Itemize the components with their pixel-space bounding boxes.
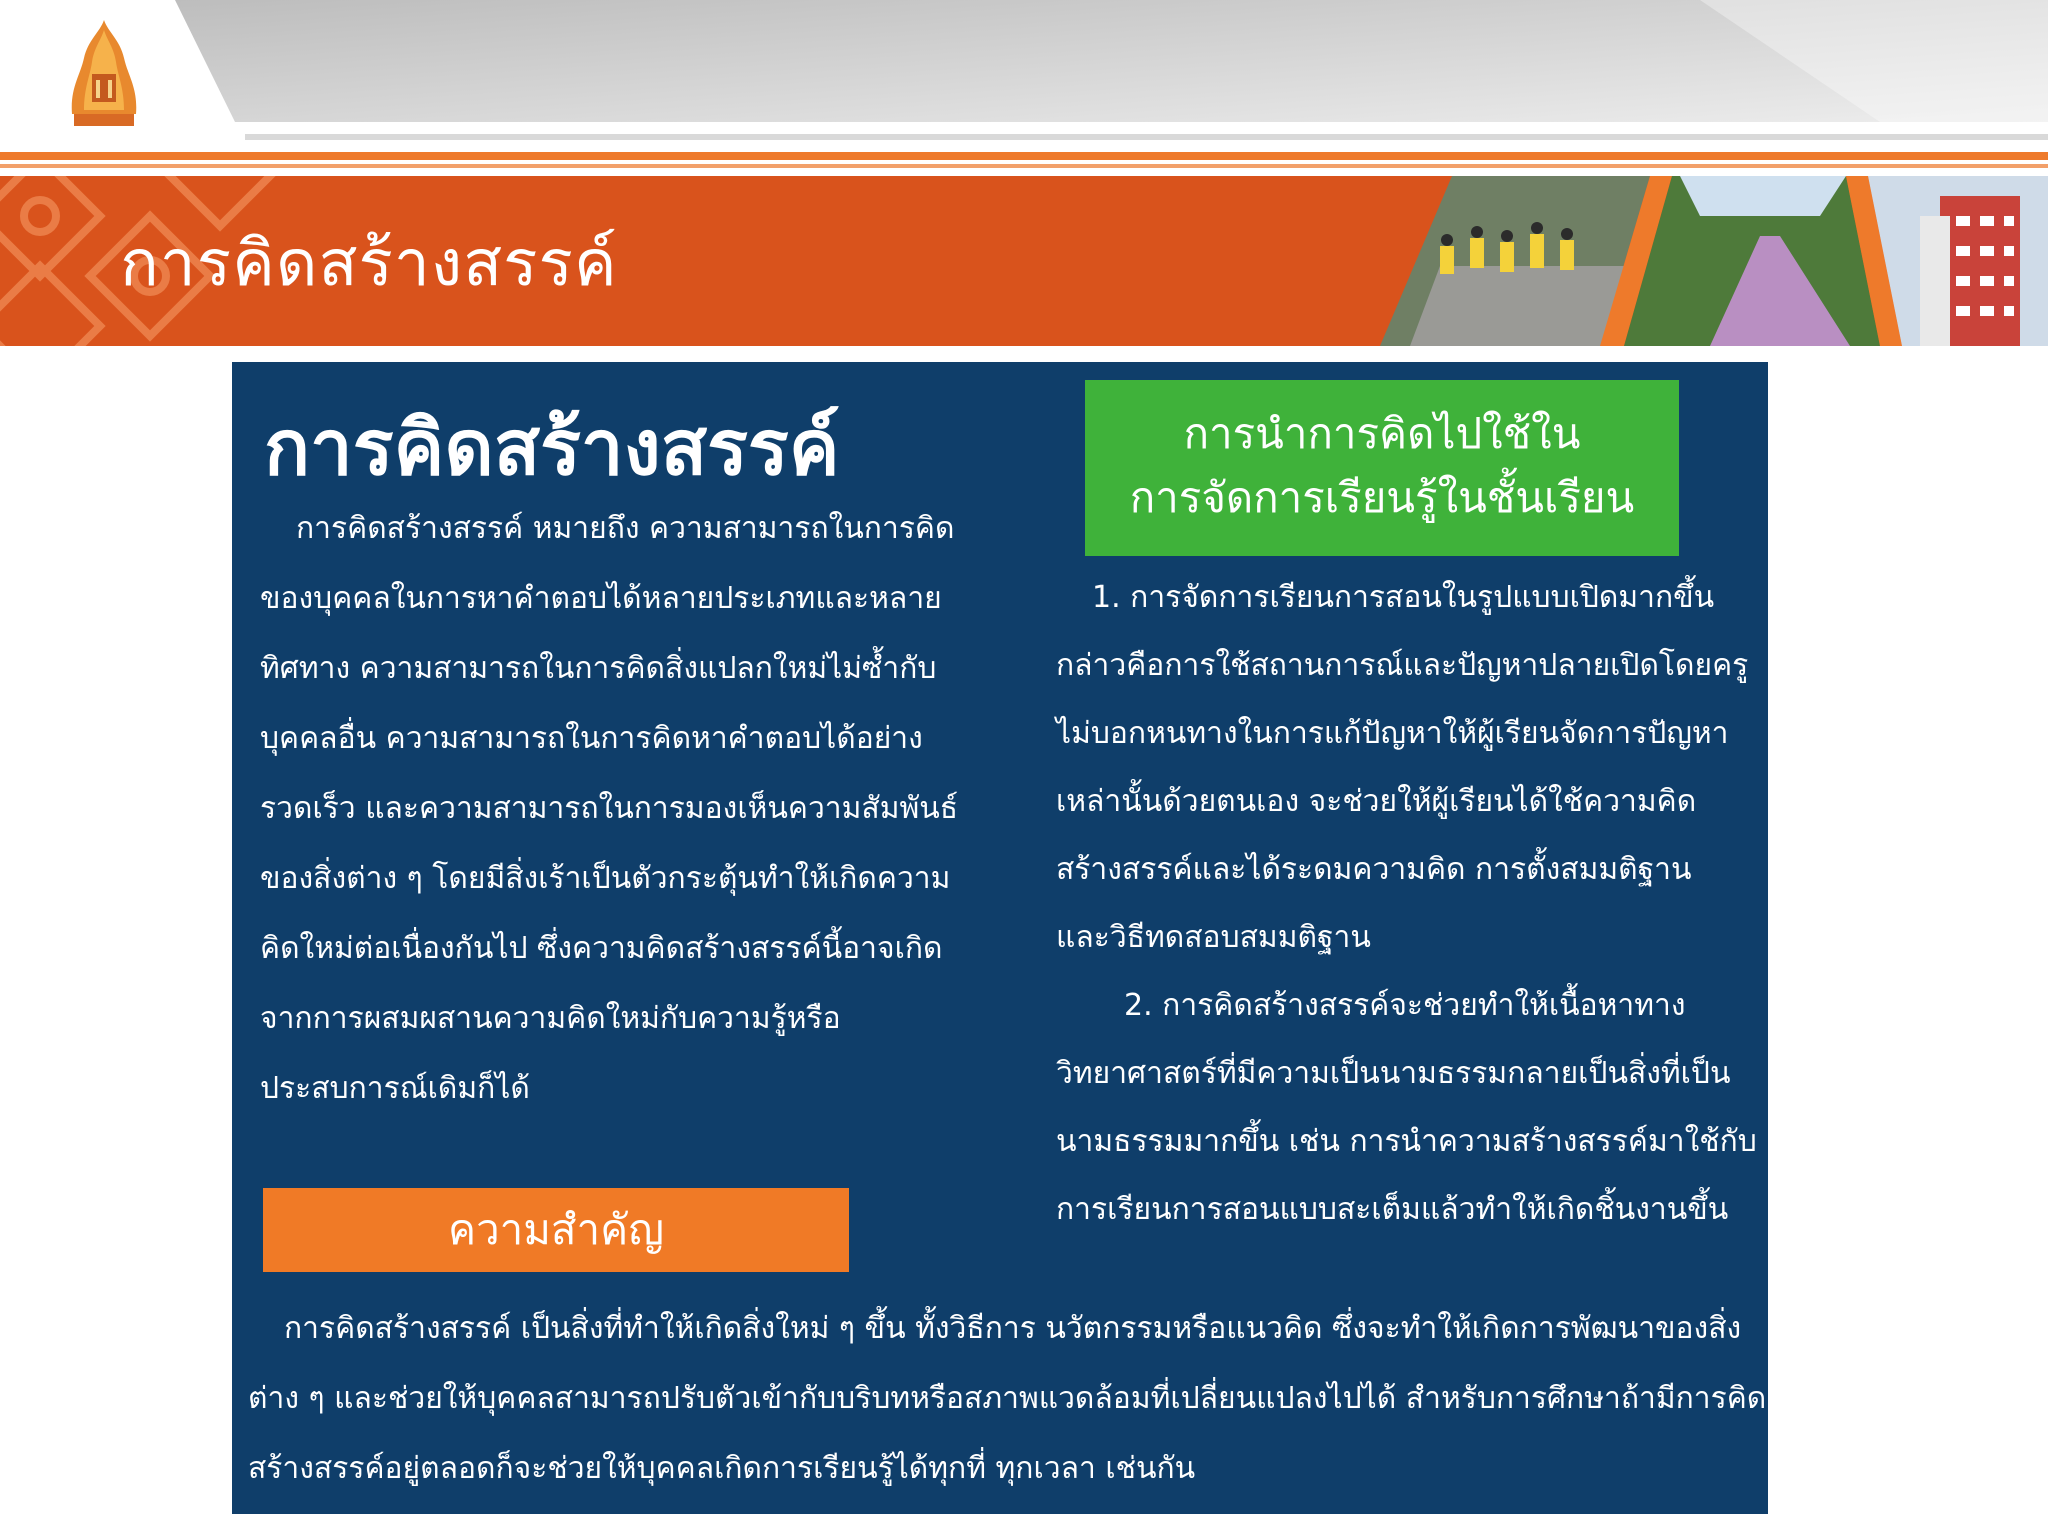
definition-line: บุคคลอื่น ความสามารถในการคิดหาคำตอบได้อย่าง bbox=[260, 721, 923, 756]
importance-line: ต่าง ๆ และช่วยให้บุคคลสามารถปรับตัวเข้ากับบริบทหรือสภาพแวดล้อมที่เปลี่ยนแปลงไปได้ สำหรับการศึกษาถ้ามีการคิด bbox=[248, 1381, 1767, 1416]
university-logo bbox=[66, 18, 142, 130]
header-divider-orange bbox=[0, 152, 2048, 160]
banner-photo-collage bbox=[1380, 176, 2048, 346]
application-heading-line: การนำการคิดไปใช้ใน bbox=[1183, 409, 1581, 458]
header-divider-grey bbox=[245, 134, 2048, 140]
definition-paragraph bbox=[260, 494, 959, 1124]
definition-line: จากการผสมผสานความคิดใหม่กับความรู้หรือ bbox=[260, 1001, 841, 1036]
definition-line: ของบุคคลในการหาคำตอบได้หลายประเภทและหลาย bbox=[260, 581, 942, 616]
content-panel bbox=[232, 362, 1768, 1514]
application-line: 1. การจัดการเรียนการสอนในรูปแบบเปิดมากขึ้น bbox=[1092, 580, 1715, 615]
application-paragraph bbox=[1056, 564, 1757, 1244]
application-line: 2. การคิดสร้างสรรค์จะช่วยทำให้เนื้อหาทาง bbox=[1124, 988, 1686, 1023]
application-line: เหล่านั้นด้วยตนเอง จะช่วยให้ผู้เรียนได้ใช้ความคิด bbox=[1056, 784, 1697, 819]
definition-line: ทิศทาง ความสามารถในการคิดสิ่งแปลกใหม่ไม่ซ้ำกับ bbox=[260, 651, 937, 686]
application-line: กล่าวคือการใช้สถานการณ์และปัญหาปลายเปิดโดยครู bbox=[1056, 648, 1749, 683]
application-line: การเรียนการสอนแบบสะเต็มแล้วทำให้เกิดชิ้นงานขึ้น bbox=[1056, 1192, 1729, 1227]
importance-line: การคิดสร้างสรรค์ เป็นสิ่งที่ทำให้เกิดสิ่งใหม่ ๆ ขึ้น ทั้งวิธีการ นวัตกรรมหรือแนวคิด ซึ่งจะทำให้เกิดการพัฒนาของสิ่ง bbox=[284, 1311, 1742, 1346]
header-divider-orange-thin bbox=[0, 164, 2048, 168]
importance-line: สร้างสรรค์อยู่ตลอดก็จะช่วยให้บุคคลเกิดการเรียนรู้ได้ทุกที่ ทุกเวลา เช่นกัน bbox=[248, 1451, 1196, 1486]
application-heading-box bbox=[1085, 380, 1679, 556]
importance-heading-box bbox=[263, 1188, 849, 1272]
application-line: และวิธีทดสอบสมมติฐาน bbox=[1056, 920, 1371, 955]
application-line: ไม่บอกหนทางในการแก้ปัญหาให้ผู้เรียนจัดการปัญหา bbox=[1056, 716, 1729, 751]
banner-title: การคิดสร้างสรรค์ bbox=[120, 227, 618, 301]
importance-heading: ความสำคัญ bbox=[447, 1205, 665, 1254]
importance-paragraph bbox=[248, 1294, 1767, 1504]
application-line: วิทยาศาสตร์ที่มีความเป็นนามธรรมกลายเป็นสิ่งที่เป็น bbox=[1056, 1056, 1731, 1091]
definition-line: รวดเร็ว และความสามารถในการมองเห็นความสัมพันธ์ bbox=[260, 791, 959, 826]
definition-line: ของสิ่งต่าง ๆ โดยมีสิ่งเร้าเป็นตัวกระตุ้นทำให้เกิดความ bbox=[260, 861, 951, 896]
main-title: การคิดสร้างสรรค์ bbox=[264, 403, 840, 492]
application-line: สร้างสรรค์และได้ระดมความคิด การตั้งสมมติฐาน bbox=[1056, 852, 1692, 887]
application-heading-line: การจัดการเรียนรู้ในชั้นเรียน bbox=[1129, 473, 1635, 522]
definition-line: ประสบการณ์เดิมก็ได้ bbox=[260, 1071, 530, 1106]
definition-line: คิดใหม่ต่อเนื่องกันไป ซึ่งความคิดสร้างสรรค์นี้อาจเกิด bbox=[260, 931, 943, 966]
title-banner bbox=[0, 176, 2048, 346]
header-strip bbox=[0, 0, 2048, 150]
application-line: นามธรรมมากขึ้น เช่น การนำความสร้างสรรค์มาใช้กับ bbox=[1056, 1124, 1757, 1159]
definition-line: การคิดสร้างสรรค์ หมายถึง ความสามารถในการคิด bbox=[296, 511, 955, 546]
